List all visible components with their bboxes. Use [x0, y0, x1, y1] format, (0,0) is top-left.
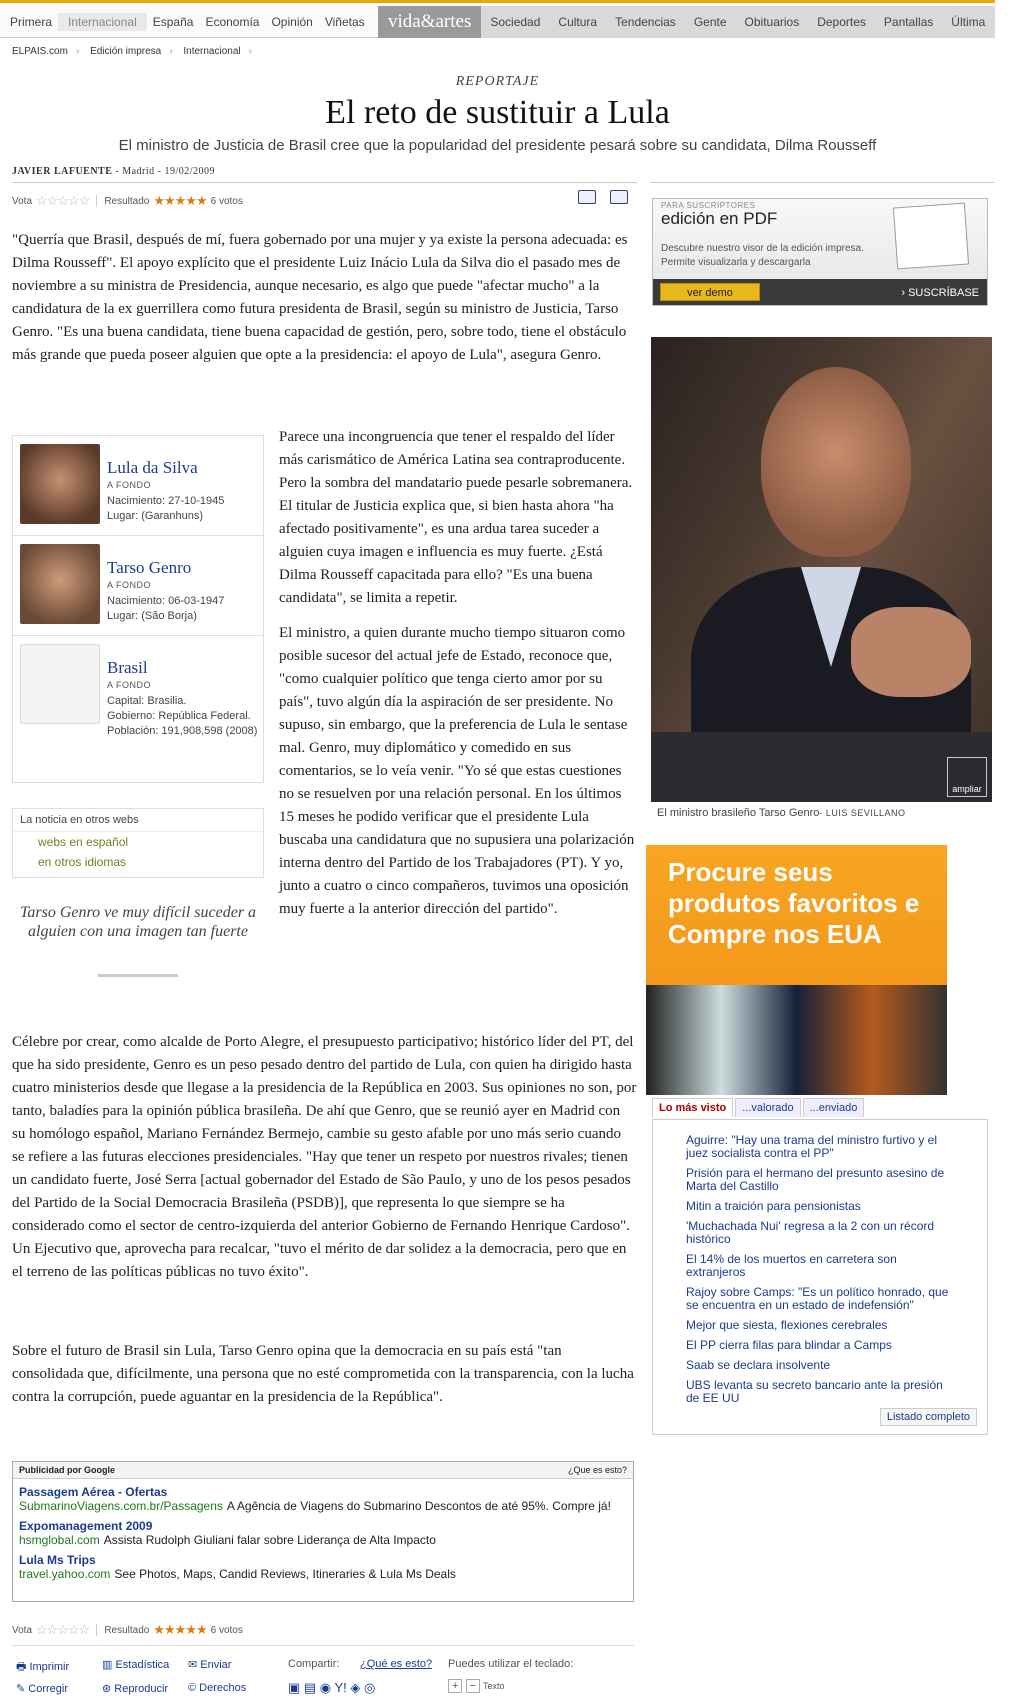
otras-webs-box — [12, 808, 264, 878]
nav-primera[interactable]: Primera — [10, 15, 53, 29]
nav-espana[interactable]: España — [152, 15, 194, 29]
vota-label: Vota — [12, 195, 33, 207]
map-icon[interactable] — [20, 644, 100, 724]
copyright-icon: © — [188, 1682, 197, 1694]
otros-idiomas-link[interactable]: en otros idiomas — [38, 855, 127, 869]
compartir-label: Compartir: — [288, 1658, 340, 1670]
list-item[interactable]: El 14% de los muertos en carretera son extranjeros — [686, 1252, 897, 1279]
texto-label: Texto — [483, 1681, 505, 1691]
resultado-label: Resultado — [104, 195, 150, 207]
nav-opinion[interactable]: Opinión — [271, 15, 313, 29]
profile-birth: Nacimiento: 06-03-1947 — [107, 595, 225, 607]
gads-what-link[interactable]: ¿Que es esto? — [567, 1465, 627, 1475]
article-title: El reto de sustituir a Lula — [325, 94, 670, 131]
profile-brasil — [13, 636, 263, 782]
ad-products-image — [646, 985, 947, 1095]
nav-deportes[interactable]: Deportes — [817, 15, 866, 29]
profile-place: Lugar: (São Borja) — [107, 610, 197, 622]
email-icon[interactable] — [610, 190, 628, 204]
newspaper-icon — [893, 203, 969, 270]
profile-name[interactable]: Tarso Genro — [107, 558, 192, 577]
author: JAVIER LAFUENTE — [12, 166, 113, 177]
result-stars: ★★★★★ — [153, 1622, 207, 1637]
article-photo[interactable] — [651, 337, 992, 802]
ad-url[interactable]: travel.yahoo.com — [19, 1567, 111, 1581]
breadcrumb-elpais[interactable]: ELPAIS.com — [12, 46, 68, 57]
nav-ultima[interactable]: Última — [951, 15, 986, 29]
profile-gobierno: Gobierno: República Federal. — [107, 710, 251, 722]
most-viewed-list — [652, 1119, 988, 1435]
genro-photo[interactable] — [20, 544, 100, 624]
listado-completo-button[interactable]: Listado completo — [880, 1408, 977, 1426]
nav-obituarios[interactable]: Obituarios — [744, 15, 800, 29]
list-item[interactable]: Saab se declara insolvente — [686, 1358, 831, 1372]
profile-poblacion: Población: 191,908,598 (2008) — [107, 725, 258, 737]
ad-title[interactable]: Passagem Aérea - Ofertas — [19, 1485, 168, 1499]
profile-genro — [13, 536, 263, 636]
imprimir-link[interactable]: Imprimir — [29, 1661, 70, 1673]
estadistica-link[interactable]: Estadística — [115, 1659, 170, 1671]
pdf-promo[interactable] — [652, 198, 988, 306]
paragraph-1: "Querría que Brasil, después de mí, fuera gobernado por una mujer y ya existe la persona adecuada: es Dilma Rousseff". El apoyo explícito que el presidente Luiz Inácio Lula da Silva dio el pasado mes de noviembre a su ministra de Presidencia, aunque necesario, es algo que puede "afectar mucho" a la candidatura de la ex guerrillera como futura presidenta de Brasil, según su ministro de Justicia, Tarso Genro. "Es una buena candidata, tiene buena capacidad de gestión, pero, sobre todo, tiene el obstáculo más grande que pueda poseer alguien que opte a la presidencia: el apoyo de Lula", asegura Genro. — [12, 232, 628, 363]
list-item[interactable]: Aguirre: "Hay una trama del ministro furtivo y el juez socialista contra el PP" — [686, 1133, 938, 1160]
ad-desc: A Agência de Viagens do Submarino Descontos de até 95%. Compre já! — [226, 1499, 611, 1513]
ad-desc: See Photos, Maps, Candid Reviews, Itineraries & Lula Ms Deals — [114, 1567, 456, 1581]
google-ads — [12, 1461, 634, 1602]
tab-mas-visto[interactable]: Lo más visto — [652, 1098, 733, 1117]
section-nav — [4, 7, 371, 37]
dateline: - Madrid - 19/02/2009 — [115, 166, 216, 177]
result-stars: ★★★★★ — [153, 193, 207, 208]
stats-icon: ▥ — [102, 1659, 113, 1671]
article-subtitle: El ministro de Justicia de Brasil cree que la popularidad del presidente pesará sobre su candidata, Dilma Rousseff — [118, 137, 877, 154]
paragraph-3: El ministro, a quien durante mucho tiempo situaron como posible sucesor del actual jefe de Estado, reconoce que, "como cualquier político que tenga cierto amor por su país", tuvo algún día la aspiración de ser presidente. No supuso, sin embargo, que la preferencia de Lula le sentase mal. Genro, muy diplomático y comedido en sus comentarios, se lo veía venir. "Yo sé que estas cuestiones no se resuelven por una relación personal. En los últimos 15 meses he podido verificar que el presidente Lula buscaba una candidatura que no supusiera una polarización interna dentro del Partido de los Trabajadores (PT). Y yo, junto a cuatro o cinco compañeros, tuvimos una oposición muy fuerte a la anterior dirección del partido". — [279, 625, 635, 917]
teclado-label: Puedes utilizar el teclado: — [448, 1658, 574, 1670]
gads-header: Publicidad por Google — [19, 1465, 116, 1475]
reproduce-icon: ⊛ — [102, 1683, 112, 1695]
nav-cultura[interactable]: Cultura — [558, 15, 598, 29]
nav-economia[interactable]: Economía — [205, 15, 260, 29]
profile-fondo[interactable]: A FONDO — [107, 480, 152, 490]
reproducir-link[interactable]: Reproducir — [114, 1683, 169, 1695]
list-item[interactable]: Mejor que siesta, flexiones cerebrales — [686, 1318, 888, 1332]
share-icons[interactable]: ▣ ▤ ◉ Y! ◈ ◎ — [288, 1680, 376, 1695]
enviar-link[interactable]: Enviar — [200, 1659, 232, 1671]
rating-bottom — [12, 1622, 243, 1638]
article-tools — [578, 190, 628, 204]
list-item[interactable]: 'Muchachada Nui' regresa a la 2 con un récord histórico — [686, 1219, 935, 1246]
suscribase-link[interactable]: › SUSCRÍBASE — [901, 287, 979, 299]
bottom-tools — [12, 1645, 634, 1697]
profile-name[interactable]: Lula da Silva — [107, 458, 198, 477]
zoom-out-button[interactable]: − — [466, 1679, 480, 1693]
breadcrumb-internacional[interactable]: Internacional — [183, 46, 241, 57]
ad-item[interactable] — [13, 1547, 633, 1581]
nav-sociedad[interactable]: Sociedad — [490, 15, 541, 29]
tab-enviado[interactable]: ...enviado — [803, 1098, 865, 1117]
ad-url[interactable]: SubmarinoViagens.com.br/Passagens — [19, 1499, 223, 1513]
ad-item[interactable] — [13, 1513, 633, 1547]
ad-desc: Assista Rudolph Giuliani falar sobre Liderança de Alta Impacto — [103, 1533, 436, 1547]
derechos-link[interactable]: Derechos — [199, 1682, 247, 1694]
resultado-label: Resultado — [104, 1624, 150, 1636]
profiles-box — [12, 435, 264, 783]
ad-text: Procure seus produtos favoritos e Compre nos EUA — [668, 857, 920, 949]
profile-birth: Nacimiento: 27-10-1945 — [107, 495, 225, 507]
article-kicker: REPORTAJE — [455, 74, 540, 89]
ad-url[interactable]: hsmglobal.com — [19, 1533, 100, 1547]
ver-demo-button[interactable]: ver demo — [660, 283, 760, 301]
photo-credit: - LUIS SEVILLANO — [819, 808, 906, 818]
profile-lula — [13, 436, 263, 536]
vote-stars[interactable]: ☆☆☆☆☆ — [36, 1622, 90, 1637]
paragraph-5: Sobre el futuro de Brasil sin Lula, Tarso Genro opina que la democracia en su país está "tan consolidada que, difícilmente, una persona que no esté comprometida con la transparencia, con la lucha contra la corrupción, puede aguantar en la presidencia de la República". — [12, 1343, 634, 1405]
pull-quote: Tarso Genro ve muy difícil suceder a alguien con una imagen tan fuerte — [19, 904, 257, 940]
profile-name[interactable]: Brasil — [107, 658, 148, 677]
nav-gente[interactable]: Gente — [693, 15, 727, 29]
vota-label: Vota — [12, 1624, 33, 1636]
list-item[interactable]: Mitin a traición para pensionistas — [686, 1199, 861, 1213]
ampliar-button[interactable]: ampliar — [947, 757, 987, 797]
zoom-in-button[interactable]: + — [448, 1679, 462, 1693]
vida-artes-nav — [378, 6, 995, 38]
profile-fondo[interactable]: A FONDO — [107, 580, 152, 590]
advertisement-banner[interactable] — [646, 845, 947, 1095]
right-column-text — [279, 426, 637, 933]
list-item[interactable]: El PP cierra filas para blindar a Camps — [686, 1338, 892, 1352]
votes-count: 6 votos — [210, 195, 243, 207]
breadcrumb: ELPAIS.com › Edición impresa › Internacional › — [12, 46, 252, 57]
tab-valorado[interactable]: ...valorado — [735, 1098, 800, 1117]
email-icon: ✉ — [188, 1659, 198, 1671]
lula-photo[interactable] — [20, 444, 100, 524]
print-icon[interactable] — [578, 190, 596, 204]
profile-capital: Capital: Brasilia. — [107, 695, 187, 707]
profile-fondo[interactable]: A FONDO — [107, 680, 152, 690]
corregir-link[interactable]: Corregir — [28, 1683, 69, 1695]
list-item[interactable]: Prisión para el hermano del presunto asesino de Marta del Castillo — [686, 1166, 945, 1193]
ad-title[interactable]: Lula Ms Trips — [19, 1553, 96, 1567]
nav-pantallas[interactable]: Pantallas — [883, 15, 934, 29]
byline — [12, 166, 215, 177]
top-navigation — [0, 0, 995, 38]
otras-header: La noticia en otros webs — [13, 809, 263, 832]
paragraph-2: Parece una incongruencia que tener el respaldo del líder más carismático de América Latina sea contraproducente. Pero la sombra del mandatario puede pesarle sobremanera. El titular de Justicia explica que, si bien hasta ahora "ha afectado positivamente", es una ardua tarea suceder a alguien cuya imagen e influencia es muy fuerte. ¿Está Dilma Rousseff capacitada para ello? "Es una buena candidata", se limita a repetir. — [279, 429, 633, 606]
nav-vinetas[interactable]: Viñetas — [324, 15, 365, 29]
rating-top — [12, 193, 243, 209]
vida-artes-brand[interactable]: vida&artes — [378, 6, 481, 38]
pdf-desc: Descubre nuestro visor de la edición impresa. Permite visualizarla y descargarla — [661, 243, 864, 268]
list-item[interactable]: UBS levanta su secreto bancario ante la presión de EE UU — [686, 1378, 943, 1405]
profile-place: Lugar: (Garanhuns) — [107, 510, 203, 522]
webs-espanol-link[interactable]: webs en español — [38, 835, 129, 849]
que-es-esto-link[interactable]: ¿Qué es esto? — [360, 1658, 433, 1670]
votes-count: 6 votos — [210, 1624, 243, 1636]
ad-item[interactable] — [13, 1479, 633, 1513]
pencil-icon: ✎ — [16, 1683, 26, 1695]
ad-title[interactable]: Expomanagement 2009 — [19, 1519, 153, 1533]
list-item[interactable]: Rajoy sobre Camps: "Es un político honrado, que se encuentra en un estado de indefensión" — [686, 1285, 949, 1312]
pdf-title: edición en PDF — [661, 209, 778, 228]
paragraph-4: Célebre por crear, como alcalde de Porto Alegre, el presupuesto participativo; histórico líder del PT, del que ha sido presidente, Genro es un peso pesado dentro del partido de Lula, con quien ha dirigido hasta cuatro ministerios desde que llegase a la presidencia de la República en 2003. Sus opiniones no son, por tanto, baladíes para la opinión pública brasileña. De ahí que Genro, que se reunió ayer en Madrid con su homólogo español, Mariano Fernández Bermejo, cambie su gesto afable por uno más serio cuando se refiere a las futuras elecciones presidenciales. "Hay que tener un respeto por nuestros rivales; tienen un candidato fuerte, José Serra [actual gobernador del Estado de São Paulo, y uno de los pesos pesados del Partido de la Social Democracia Brasileña (PSDB)], que representa lo que siempre se ha considerado como el sector de centro-izquierda del anterior Gobierno de Fernando Henrique Cardoso". Un Ejecutivo que, aprovecha para recalcar, "tuvo el mérito de dar solidez a la democracia, pero que en el terreno de las políticas públicas no tuvo éxito". — [12, 1034, 637, 1280]
photo-caption — [657, 807, 905, 819]
most-tabs — [652, 1098, 866, 1117]
caption-text: El ministro brasileño Tarso Genro — [657, 807, 820, 819]
pdf-sub: PARA SUSCRIPTORES — [661, 201, 756, 210]
nav-internacional[interactable]: Internacional — [58, 13, 147, 31]
print-icon: 🖶 — [16, 1661, 27, 1673]
vote-stars[interactable]: ☆☆☆☆☆ — [36, 193, 90, 208]
nav-tendencias[interactable]: Tendencias — [615, 15, 676, 29]
breadcrumb-edicion[interactable]: Edición impresa — [90, 46, 162, 57]
